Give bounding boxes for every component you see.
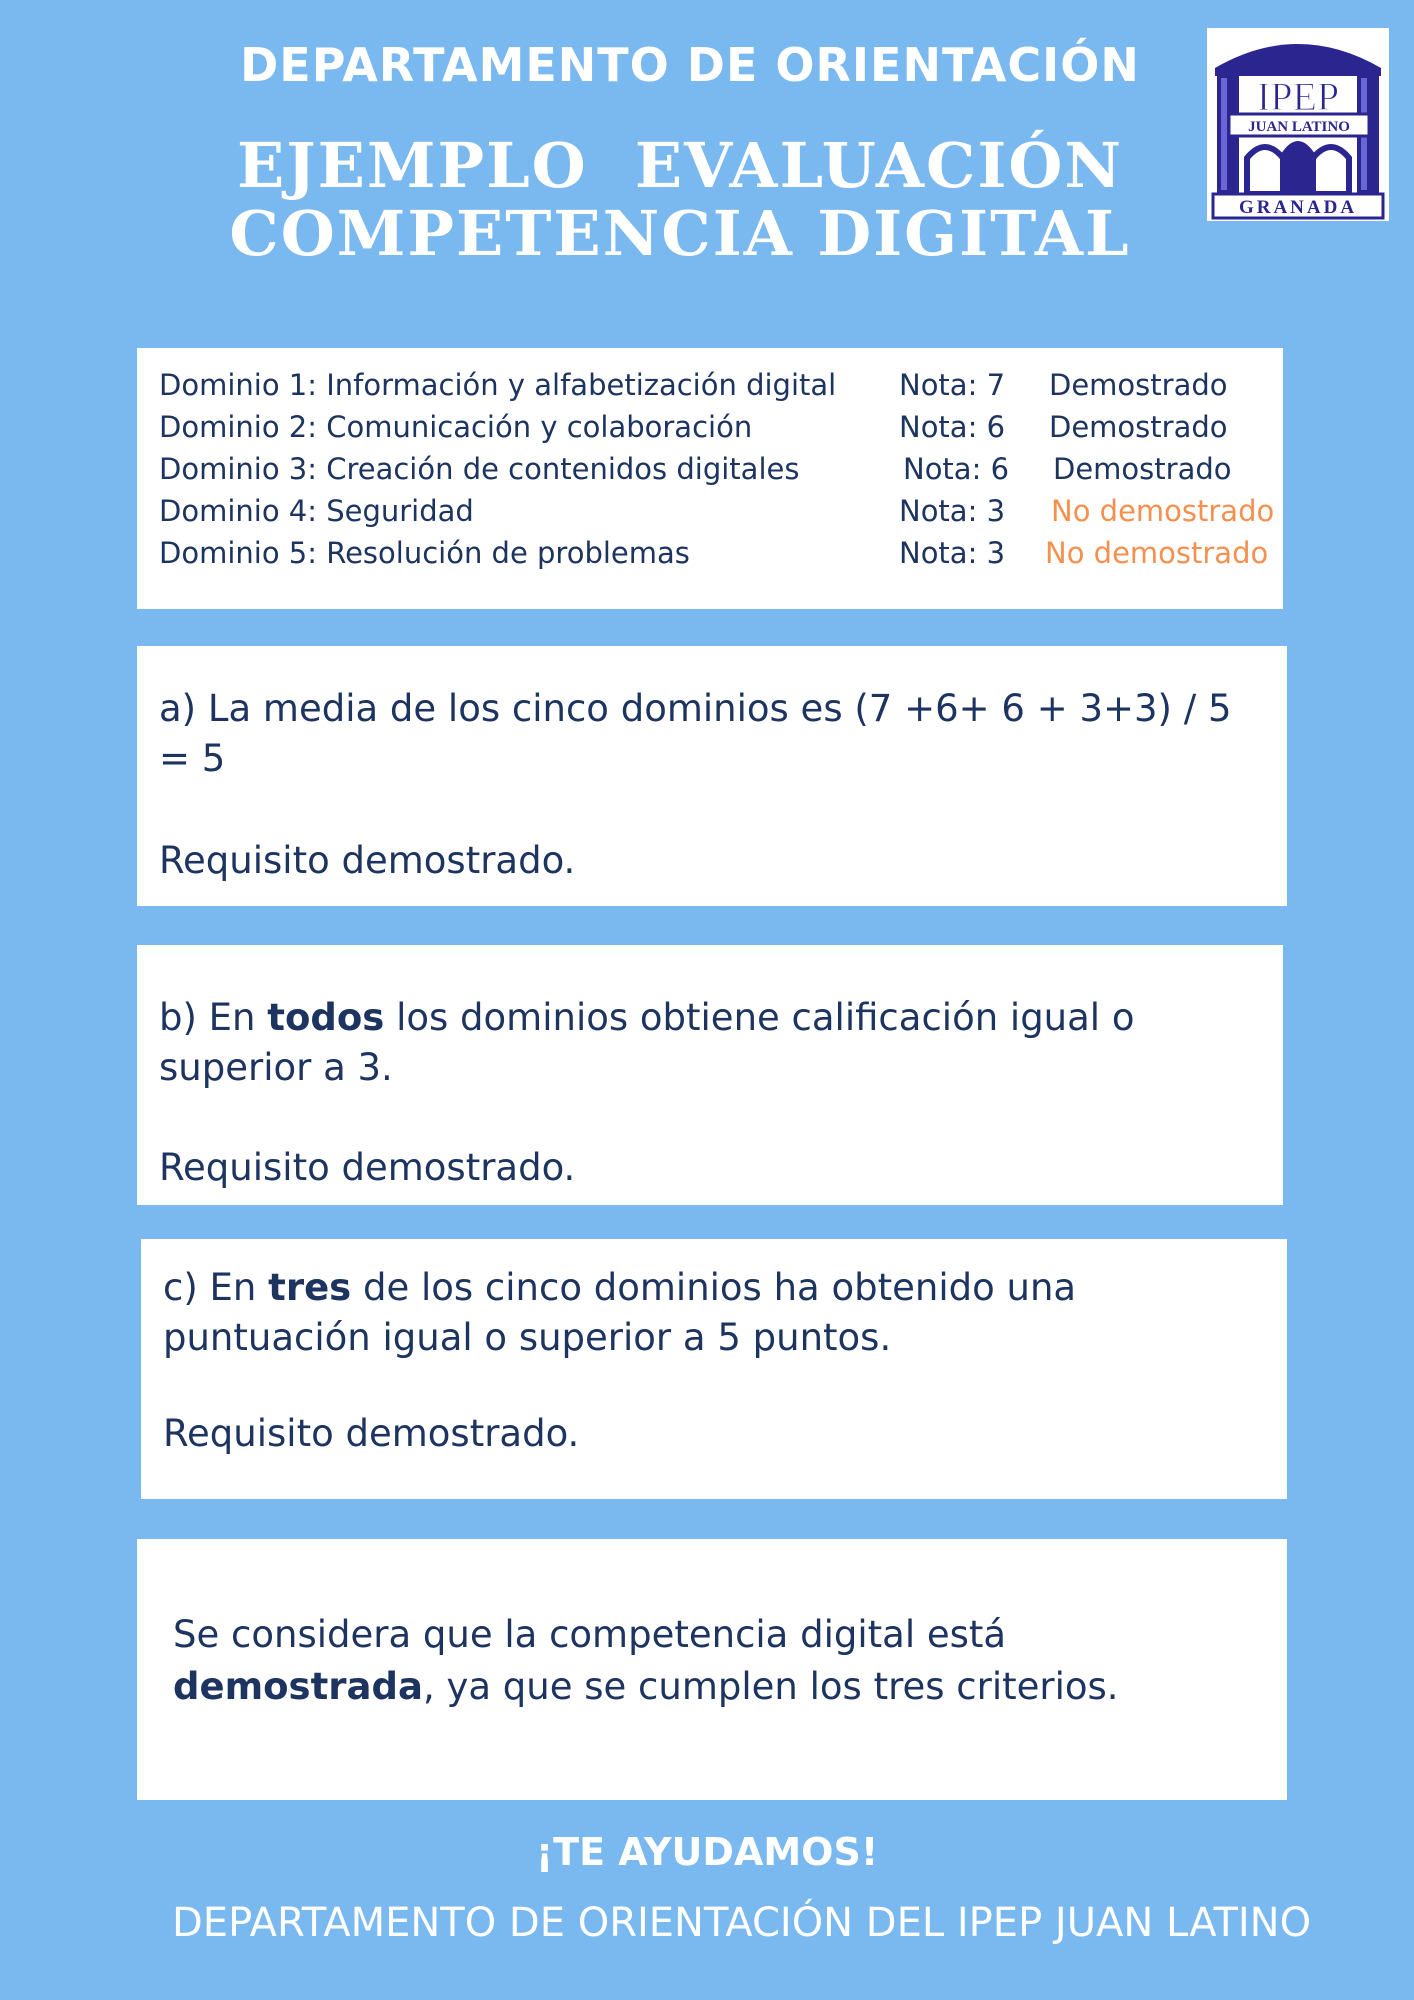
criterion-c-text bbox=[163, 1263, 1265, 1363]
conclusion-bold: demostrada bbox=[173, 1665, 423, 1708]
ipep-logo bbox=[1207, 28, 1389, 221]
criterion-b-bold: todos bbox=[267, 996, 385, 1039]
criterion-b-pre: b) En bbox=[159, 996, 268, 1039]
criterion-c-result: Requisito demostrado. bbox=[163, 1412, 580, 1455]
help-banner: ¡TE AYUDAMOS! bbox=[535, 1830, 879, 1874]
domain-label: Dominio 1: Información y alfabetización digital bbox=[159, 368, 837, 402]
conclusion-post: , ya que se cumplen los tres criterios. bbox=[422, 1665, 1119, 1708]
domain-label: Dominio 2: Comunicación y colaboración bbox=[159, 410, 753, 444]
footer-department: DEPARTAMENTO DE ORIENTACIÓN DEL IPEP JUAN LATINO bbox=[172, 1900, 1312, 1946]
page-title-line1: EJEMPLO EVALUACIÓN bbox=[236, 129, 1124, 202]
criterion-c-bold: tres bbox=[268, 1266, 352, 1309]
domain-row bbox=[159, 406, 1283, 448]
domain-nota: Nota: 3 bbox=[899, 536, 1006, 570]
domain-nota: Nota: 6 bbox=[903, 452, 1010, 486]
domain-status: No demostrado bbox=[1045, 536, 1269, 570]
criterion-b-result: Requisito demostrado. bbox=[159, 1146, 576, 1189]
logo-text-middle: JUAN LATINO bbox=[1248, 119, 1350, 135]
ipep-logo-graphic bbox=[1207, 28, 1389, 221]
criterion-c-card bbox=[141, 1239, 1287, 1499]
domain-nota: Nota: 6 bbox=[899, 410, 1006, 444]
criterion-a-card bbox=[137, 646, 1287, 906]
conclusion-card bbox=[137, 1539, 1287, 1800]
domain-status: Demostrado bbox=[1053, 452, 1232, 486]
domain-status: No demostrado bbox=[1051, 494, 1275, 528]
domain-label: Dominio 4: Seguridad bbox=[159, 494, 474, 528]
page-title-line2: COMPETENCIA DIGITAL bbox=[229, 197, 1131, 270]
criterion-c-pre: c) En bbox=[163, 1266, 269, 1309]
conclusion-text bbox=[173, 1609, 1251, 1713]
criterion-c-post: de los cinco dominios ha obtenido una puntuación igual o superior a 5 puntos. bbox=[163, 1266, 1088, 1359]
domain-status: Demostrado bbox=[1049, 368, 1228, 402]
conclusion-pre: Se considera que la competencia digital está bbox=[173, 1613, 1018, 1656]
page-title bbox=[0, 129, 1360, 270]
domain-row bbox=[159, 448, 1283, 490]
domain-row bbox=[159, 490, 1283, 532]
logo-text-top: IPEP bbox=[1256, 74, 1340, 119]
criterion-b-post: los dominios obtiene calificación igual o superior a 3. bbox=[159, 996, 1147, 1089]
criterion-b-card bbox=[137, 945, 1283, 1205]
logo-text-bottom: GRANADA bbox=[1238, 197, 1358, 218]
domains-card bbox=[137, 348, 1283, 609]
domain-label: Dominio 5: Resolución de problemas bbox=[159, 536, 690, 570]
domain-row bbox=[159, 532, 1283, 574]
criterion-a-result: Requisito demostrado. bbox=[159, 839, 576, 882]
domain-nota: Nota: 3 bbox=[899, 494, 1006, 528]
domain-label: Dominio 3: Creación de contenidos digitales bbox=[159, 452, 800, 486]
criterion-b-text bbox=[159, 993, 1261, 1093]
domain-status: Demostrado bbox=[1049, 410, 1228, 444]
criterion-a-text: a) La media de los cinco dominios es (7 +6+ 6 + 3+3) / 5 = 5 bbox=[159, 687, 1232, 780]
department-header: DEPARTAMENTO DE ORIENTACIÓN bbox=[240, 38, 1140, 92]
domain-row bbox=[159, 364, 1283, 406]
domain-nota: Nota: 7 bbox=[899, 368, 1006, 402]
